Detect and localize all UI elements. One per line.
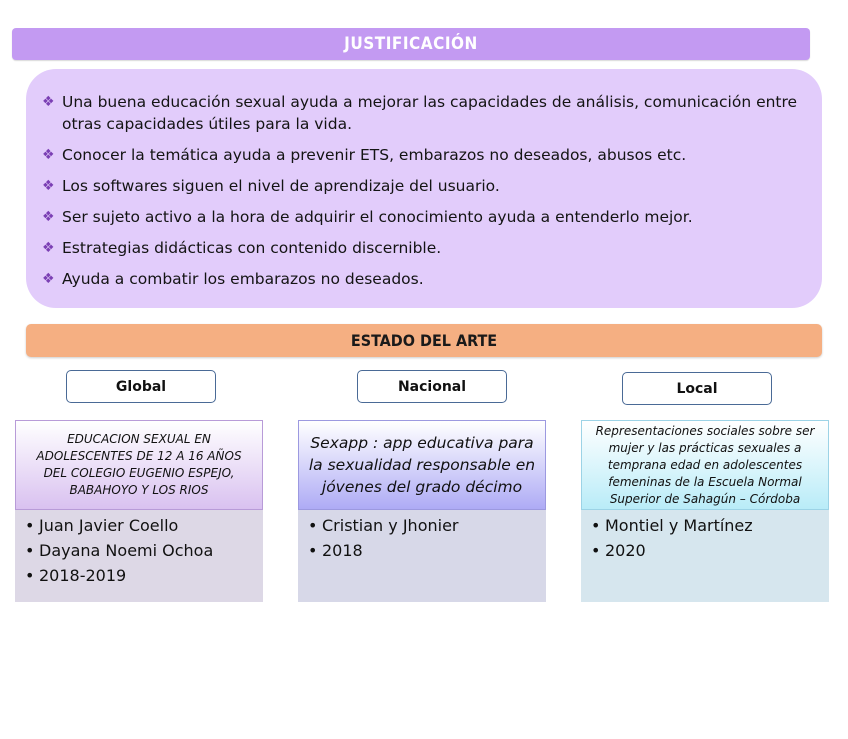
justificacion-bullet-text: Ser sujeto activo a la hora de adquirir el conocimiento ayuda a entenderlo mejor. xyxy=(62,208,693,226)
study-title: Representaciones sociales sobre ser mujer y las prácticas sexuales a temprana edad en adolescentes femeninas de la Escuela Normal Superior de Sahagún – Córdoba xyxy=(595,423,815,506)
study-detail-text: 2018-2019 xyxy=(39,566,127,585)
study-card-global xyxy=(15,420,263,602)
study-detail-text: Montiel y Martínez xyxy=(605,516,753,535)
study-detail-item: • Dayana Noemi Ochoa xyxy=(25,541,214,560)
scope-label-global xyxy=(66,370,216,403)
study-title: EDUCACION SEXUAL EN ADOLESCENTES DE 12 A 16 AÑOS DEL COLEGIO EUGENIO ESPEJO, BABAHOYO Y LOS RIOS xyxy=(36,432,242,497)
justificacion-bullet xyxy=(42,268,802,290)
study-title-box xyxy=(15,420,263,510)
study-title-box xyxy=(298,420,546,510)
study-detail-text: Juan Javier Coello xyxy=(39,516,179,535)
study-detail-item: • Montiel y Martínez xyxy=(591,516,753,535)
four-diamond-bullet-icon: ❖ xyxy=(42,178,55,194)
study-detail-item: • 2020 xyxy=(591,541,646,560)
scope-label-nacional xyxy=(357,370,507,403)
justificacion-bullet xyxy=(42,144,802,166)
four-diamond-bullet-icon: ❖ xyxy=(42,209,55,225)
justificacion-bullet xyxy=(42,91,802,135)
scope-label-text: Local xyxy=(676,380,718,397)
study-details xyxy=(15,510,263,602)
study-card-local xyxy=(581,420,829,602)
study-detail-item: • 2018-2019 xyxy=(25,566,127,585)
study-card-nacional xyxy=(298,420,546,602)
justificacion-bullet xyxy=(42,175,802,197)
four-diamond-bullet-icon: ❖ xyxy=(42,147,55,163)
justificacion-bullet xyxy=(42,206,802,228)
justificacion-bullet-text: Los softwares siguen el nivel de aprendizaje del usuario. xyxy=(62,177,500,195)
study-detail-item: • 2018 xyxy=(308,541,363,560)
justificacion-title: JUSTIFICACIÓN xyxy=(344,34,478,54)
justificacion-bullet-text: Ayuda a combatir los embarazos no deseados. xyxy=(62,270,424,288)
justificacion-bullet-text: Una buena educación sexual ayuda a mejorar las capacidades de análisis, comunicación entre otras capacidades útiles para la vida. xyxy=(62,93,798,133)
scope-label-text: Global xyxy=(115,378,167,395)
four-diamond-bullet-icon: ❖ xyxy=(42,271,55,287)
justificacion-bullet xyxy=(42,237,802,259)
four-diamond-bullet-icon: ❖ xyxy=(42,240,55,256)
study-title-box xyxy=(581,420,829,510)
four-diamond-bullet-icon: ❖ xyxy=(42,94,55,110)
study-detail-item: • Juan Javier Coello xyxy=(25,516,179,535)
study-detail-text: 2020 xyxy=(605,541,646,560)
scope-label-local xyxy=(622,372,772,405)
study-details xyxy=(581,510,829,602)
scope-label-text: Nacional xyxy=(397,378,467,395)
estado-arte-title: ESTADO DEL ARTE xyxy=(350,331,498,350)
justificacion-banner xyxy=(12,28,810,60)
study-detail-text: 2018 xyxy=(322,541,363,560)
justificacion-bullet-text: Conocer la temática ayuda a prevenir ETS, embarazos no deseados, abusos etc. xyxy=(62,146,687,164)
estado-arte-banner xyxy=(26,324,822,357)
justificacion-box xyxy=(26,69,822,308)
study-detail-item: • Cristian y Jhonier xyxy=(308,516,459,535)
study-detail-text: Cristian y Jhonier xyxy=(322,516,459,535)
study-title: Sexapp : app educativa para la sexualidad responsable en jóvenes del grado décimo xyxy=(308,434,536,496)
justificacion-bullet-text: Estrategias didácticas con contenido discernible. xyxy=(62,239,442,257)
study-detail-text: Dayana Noemi Ochoa xyxy=(39,541,214,560)
study-details xyxy=(298,510,546,602)
